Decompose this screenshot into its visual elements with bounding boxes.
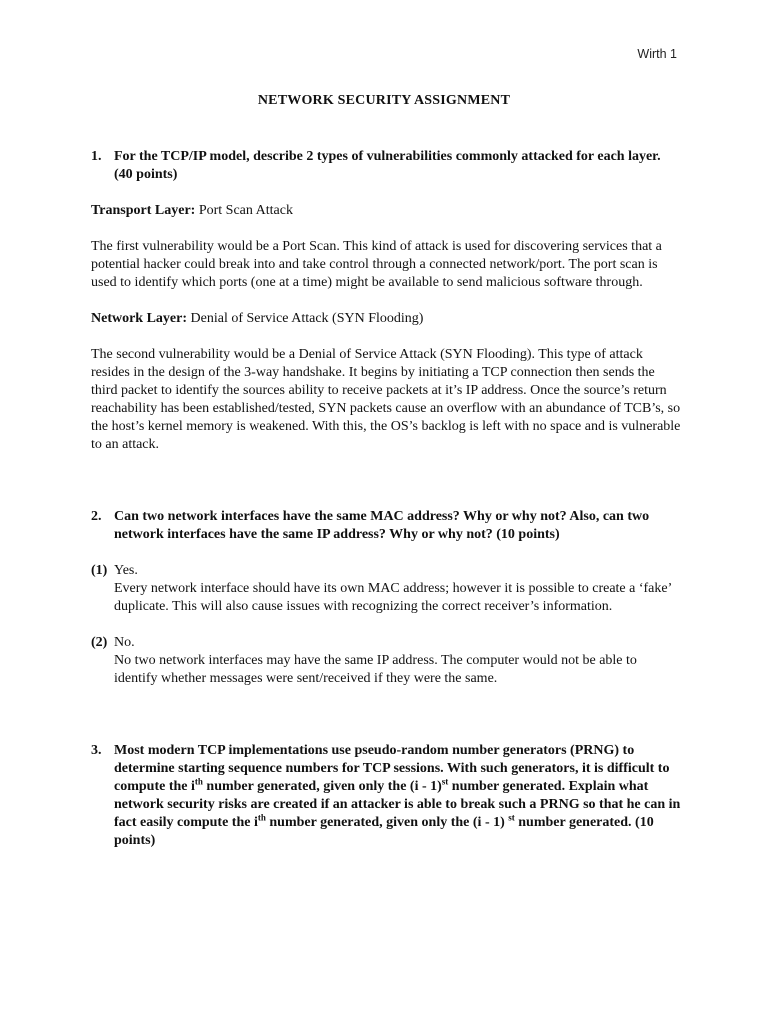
network-layer-value: Denial of Service Attack (SYN Flooding) bbox=[187, 311, 424, 326]
answer-number: (2) bbox=[91, 635, 108, 650]
transport-layer-value: Port Scan Attack bbox=[195, 203, 293, 218]
network-layer-heading: Network Layer: bbox=[91, 311, 188, 326]
document-body bbox=[91, 148, 681, 850]
answer-number: (1) bbox=[91, 563, 108, 578]
answer-item-1 bbox=[91, 562, 681, 616]
question-text: Can two network interfaces have the same MAC address? Why or why not? Also, can two network interfaces have the same IP address? Why or why not? (10 points) bbox=[114, 509, 650, 542]
question-text: Most modern TCP implementations use pseudo-random number generators (PRNG) to determine starting sequence numbers for TCP sessions. With such generators, it is difficult to compute the $i^{th}$ number generated, given only the (i - 1)$^{st}$ number generated. Explain what network security risks are created if an attacker is able to break such a PRNG so that he can in fact easily compute the $i^{th}$ number generated, given only the (i - 1) $^{st}$ number generated. (10 points) bbox=[114, 743, 681, 848]
network-layer-line bbox=[91, 310, 681, 328]
network-layer-paragraph: The second vulnerability would be a Denial of Service Attack (SYN Flooding). This type of attack resides in the design of the 3-way handshake. It begins by initiating a TCP connection then sends the third packet to identify the sources ability to receive packets at it’s IP address. Once the source’s return reachability has been established/tested, SYN packets cause an overflow with an abundance of TCB’s, so the host’s kernel memory is weakened. With this, the OS’s backlog is left with no space and is vulnerable to an attack. bbox=[91, 347, 681, 452]
question-3 bbox=[91, 742, 681, 850]
question-number: 1. bbox=[91, 149, 102, 164]
transport-layer-heading: Transport Layer: bbox=[91, 203, 196, 218]
answer-body: No two network interfaces may have the same IP address. The computer would not be able to identify whether messages were sent/received if they were the same. bbox=[114, 653, 637, 686]
answer-heading: No. bbox=[114, 635, 135, 650]
question-1 bbox=[91, 148, 681, 184]
transport-layer-line bbox=[91, 202, 681, 220]
question-number: 3. bbox=[91, 743, 102, 758]
question-number: 2. bbox=[91, 509, 102, 524]
question-2 bbox=[91, 508, 681, 544]
page-header: Wirth 1 bbox=[637, 47, 677, 61]
answer-body: Every network interface should have its own MAC address; however it is possible to create a ‘fake’ duplicate. This will also cause issues with recognizing the correct receiver’s information. bbox=[114, 581, 672, 614]
transport-layer-paragraph: The first vulnerability would be a Port Scan. This kind of attack is used for discovering services that a potential hacker could break into and take control through a connected network/port. The port scan is used to identify which ports (one at a time) might be available to send malicious software through. bbox=[91, 239, 662, 290]
answer-item-2 bbox=[91, 634, 681, 688]
answer-heading: Yes. bbox=[114, 563, 138, 578]
document-title: NETWORK SECURITY ASSIGNMENT bbox=[257, 93, 511, 108]
question-text: For the TCP/IP model, describe 2 types of vulnerabilities commonly attacked for each layer. (40 points) bbox=[114, 149, 661, 182]
